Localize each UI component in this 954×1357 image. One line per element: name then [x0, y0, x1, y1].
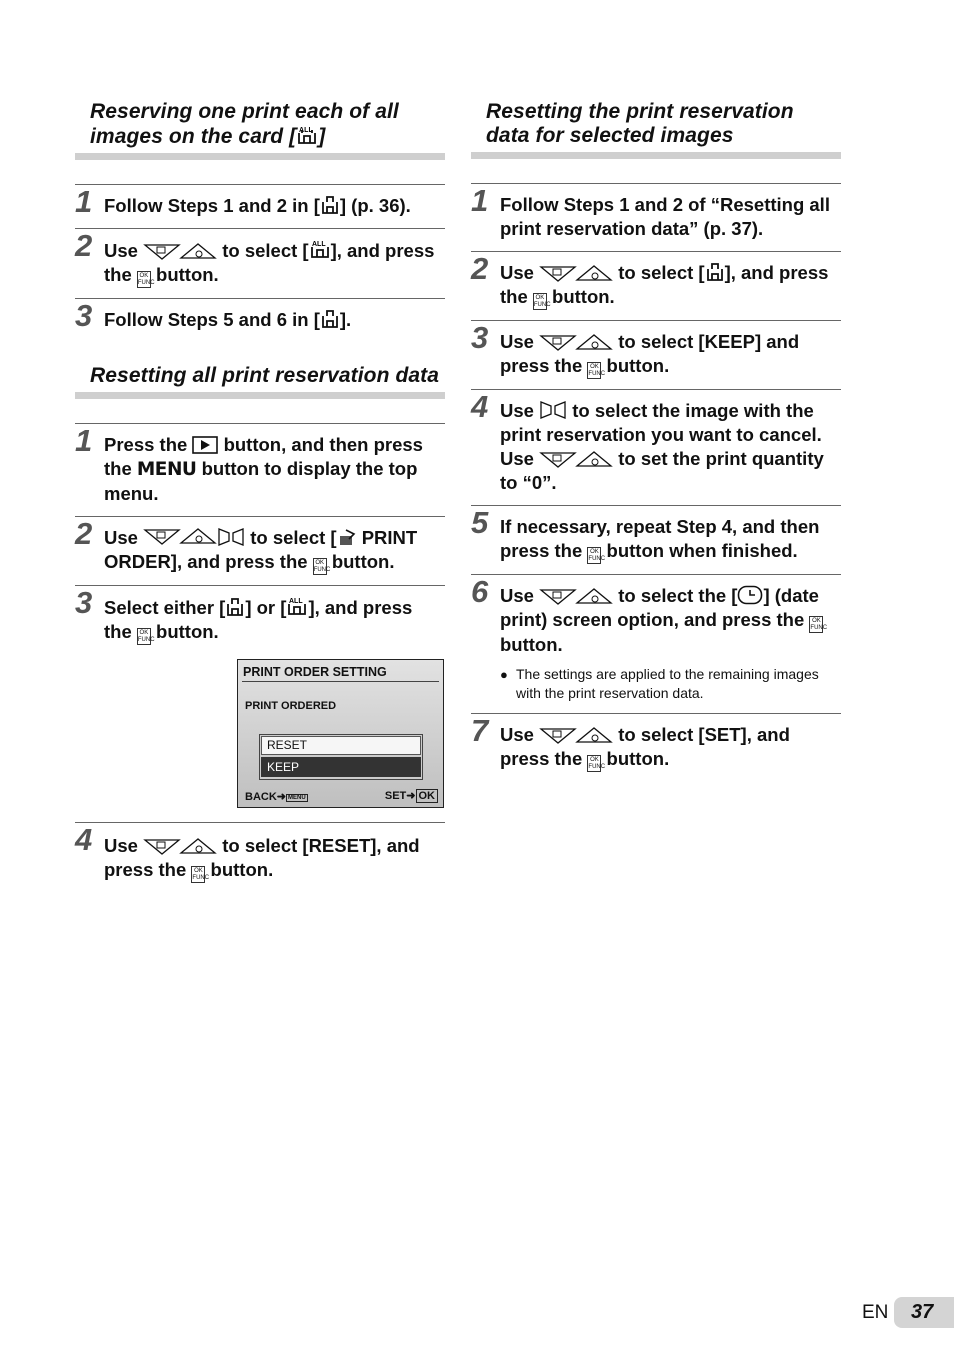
step-number: 1: [75, 184, 93, 219]
step-number: 2: [471, 251, 489, 286]
ok-func-button-icon: OK FUNC: [137, 273, 155, 286]
step: 1 Follow Steps 1 and 2 of “Resetting all print reservation data” (p. 37).: [471, 184, 841, 252]
up-down-arrow-buttons-icon: [539, 726, 613, 744]
print-icon: [225, 597, 245, 617]
svg-text:ALL: ALL: [289, 598, 304, 605]
up-down-arrow-buttons-icon: [143, 242, 217, 260]
step-number: 1: [471, 183, 489, 218]
step-number: 6: [471, 574, 489, 609]
screen-set-hint: SET➜ OK: [385, 789, 438, 803]
step: 4 Use to select the image with the print reservation you want to cancel. Use to set the print quantity to “0”.: [471, 390, 841, 506]
step-number: 3: [75, 298, 93, 333]
screen-divider: [242, 681, 439, 682]
left-column: [75, 100, 445, 893]
playback-button-icon: [192, 436, 218, 454]
step: 5 If necessary, repeat Step 4, and then press the OK FUNC button when finished.: [471, 506, 841, 575]
ok-func-button-icon: OK FUNC: [588, 757, 606, 770]
step-number: 1: [75, 423, 93, 458]
section-title-reserve-all: Reserving one print each of all images on the card [ ALL ]: [75, 100, 445, 160]
step-number: 5: [471, 505, 489, 540]
section-title-reset-selected: Resetting the print reservation data for selected images: [471, 100, 841, 159]
option-keep[interactable]: KEEP: [261, 757, 421, 777]
section-title-reset-all: Resetting all print reservation data: [75, 364, 445, 399]
print-all-icon: [309, 238, 331, 260]
arrow-pad-four-way-icon: [143, 527, 245, 547]
right-column: [471, 100, 841, 782]
up-down-arrow-buttons-icon: [539, 450, 613, 468]
svg-text:ALL: ALL: [299, 127, 314, 134]
screen-title: PRINT ORDER SETTING: [243, 665, 387, 679]
ok-func-button-icon: OK FUNC: [588, 364, 606, 377]
bullet-icon: ●: [500, 667, 508, 682]
step-number: 2: [75, 228, 93, 263]
print-icon: [320, 195, 340, 215]
language-label: EN: [862, 1302, 889, 1323]
step: 3 Use to select [KEEP] and press the OK FUNC button.: [471, 321, 841, 390]
step: 3 Select either [ ] or [ ALL ], and press the OK FUNC button. PRINT ORDER SETTING PRINT ORDERED RESET KEEP BACK➜ MENU SET➜ OK: [75, 586, 445, 823]
step: 2 Use to select [ PRINT ORDER], and press the OK FUNC button.: [75, 517, 445, 586]
ok-func-button-icon: OK FUNC: [137, 630, 155, 643]
step-number: 4: [75, 822, 93, 857]
screen-back-hint: BACK➜ MENU: [245, 791, 306, 803]
ok-func-button-icon: OK FUNC: [533, 295, 551, 308]
divider: [75, 160, 445, 185]
left-right-arrow-buttons-icon: [539, 400, 567, 420]
step-number: 4: [471, 389, 489, 424]
step: 2 Use to select [ ALL ], and press the OK FUNC button.: [75, 229, 445, 299]
menu-button-label: MENU: [136, 459, 197, 480]
print-all-icon: [296, 124, 318, 146]
option-reset[interactable]: RESET: [261, 736, 421, 755]
svg-text:ALL: ALL: [311, 241, 326, 248]
step: 3 Follow Steps 5 and 6 in [ ].: [75, 298, 352, 333]
step-note: ● The settings are applied to the remaining images with the print reservation data.: [500, 666, 819, 701]
screen-subtitle: PRINT ORDERED: [245, 700, 337, 712]
print-icon: [320, 309, 340, 329]
step: 2 Use to select [ ], and press the OK FUNC button.: [471, 252, 841, 321]
ok-func-button-icon: OK FUNC: [313, 560, 331, 573]
page-number: 37: [894, 1297, 954, 1328]
step-number: 3: [75, 585, 93, 620]
print-order-icon: [337, 527, 357, 547]
up-down-arrow-buttons-icon: [539, 587, 613, 605]
divider: [471, 159, 841, 184]
option-list: [259, 734, 423, 780]
ok-func-button-icon: OK FUNC: [192, 868, 210, 881]
up-down-arrow-buttons-icon: [539, 264, 613, 282]
ok-func-button-icon: OK FUNC: [810, 618, 828, 631]
step: 1 Follow Steps 1 and 2 in [ ] (p. 36).: [75, 185, 445, 229]
print-icon: [705, 262, 725, 282]
step: 7 Use to select [SET], and press the OK FUNC button.: [471, 713, 790, 770]
step-number: 7: [471, 713, 489, 748]
step: 4 Use to select [RESET], and press the OK FUNC button.: [75, 822, 420, 881]
step: 1 Press the button, and then press the MENU button to display the top menu.: [75, 424, 445, 517]
date-print-clock-icon: [737, 585, 763, 605]
divider: [75, 399, 445, 424]
step: 6 Use to select the [ ] (date print) screen option, and press the OK FUNC button. ● The settings are applied to the remaining images with the print reservation data.: [471, 575, 841, 714]
up-down-arrow-buttons-icon: [539, 333, 613, 351]
print-all-icon: [286, 595, 308, 617]
camera-screen-print-order-setting: [237, 659, 444, 808]
step-number: 2: [75, 516, 93, 551]
up-down-arrow-buttons-icon: [143, 837, 217, 855]
step-number: 3: [471, 320, 489, 355]
ok-func-button-icon: OK FUNC: [588, 549, 606, 562]
